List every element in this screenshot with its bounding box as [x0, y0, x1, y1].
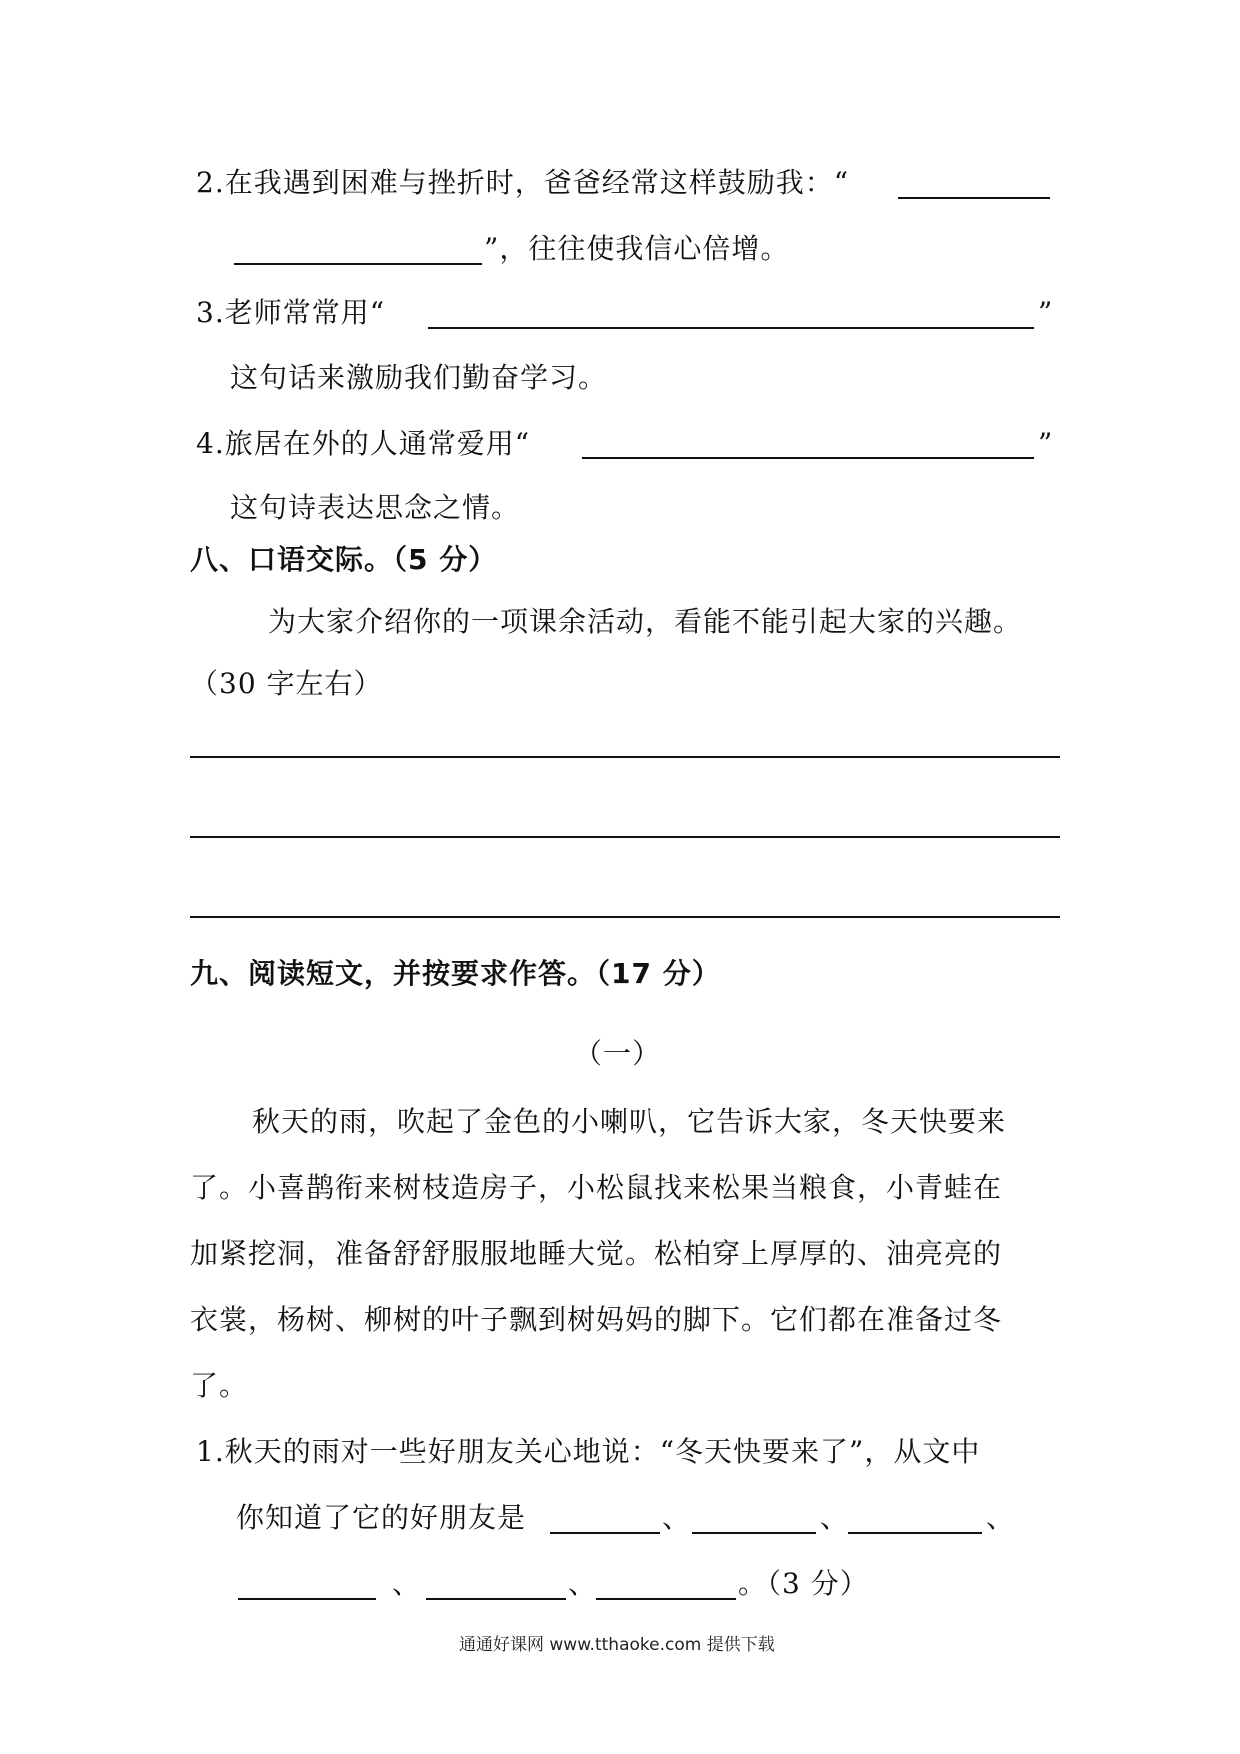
passage-line-5: 了。 — [190, 1369, 249, 1402]
q3-prefix: 老师常常用“ — [224, 296, 386, 329]
sep-2: 、 — [820, 1501, 850, 1534]
passage-line-2: 了。小喜鹊衔来树枝造房子，小松鼠找来松果当粮食，小青蛙在 — [190, 1171, 1003, 1204]
section9-title: 九、阅读短文，并按要求作答。（17 分） — [190, 957, 721, 990]
passage-line-4: 衣裳，杨树、柳树的叶子飘到树妈妈的脚下。它们都在准备过冬 — [190, 1303, 1003, 1336]
q3-number: 3. — [196, 296, 225, 329]
q4-line — [196, 424, 530, 464]
passage-line-1: 秋天的雨，吹起了金色的小喇叭，它告诉大家，冬天快要来 — [252, 1105, 1007, 1138]
sep-5: 、 — [568, 1567, 598, 1600]
q3-answer-blank[interactable] — [428, 327, 1034, 329]
section8-prompt: 为大家介绍你的一项课余活动，看能不能引起大家的兴趣。 — [268, 605, 1023, 638]
q4-answer-blank[interactable] — [582, 457, 1034, 459]
sep-4: 、 — [392, 1567, 422, 1600]
q2-answer-blank-2[interactable] — [234, 263, 482, 265]
q4-number: 4. — [196, 427, 225, 460]
section8-title: 八、口语交际。（5 分） — [190, 543, 498, 576]
s9-q1-line1: 1.秋天的雨对一些好朋友关心地说：“冬天快要来了”，从文中 — [196, 1435, 981, 1468]
part-label: （一） — [574, 1037, 662, 1070]
q3-line — [196, 293, 385, 333]
friend-blank-6[interactable] — [596, 1598, 736, 1600]
friend-blank-5[interactable] — [426, 1598, 566, 1600]
q2-answer-blank-1[interactable] — [898, 197, 1050, 199]
q3-close-quote: ” — [1038, 296, 1054, 329]
friend-blank-3[interactable] — [848, 1532, 982, 1534]
passage-line-3: 加紧挖洞，准备舒舒服服地睡大觉。松柏穿上厚厚的、油亮亮的 — [190, 1237, 1003, 1270]
s9-q1-line2-prefix: 你知道了它的好朋友是 — [236, 1501, 527, 1534]
answer-line-1[interactable] — [190, 756, 1060, 758]
sep-1: 、 — [662, 1501, 692, 1534]
q4-prefix: 旅居在外的人通常爱用“ — [224, 427, 531, 460]
q3-continuation: 这句话来激励我们勤奋学习。 — [230, 361, 608, 394]
footer-text: 通通好课网 www.tthaoke.com 提供下载 — [459, 1635, 775, 1655]
q4-continuation: 这句诗表达思念之情。 — [230, 491, 521, 524]
q2-prefix: 在我遇到困难与挫折时，爸爸经常这样鼓励我：“ — [224, 166, 850, 199]
friend-blank-2[interactable] — [692, 1532, 816, 1534]
answer-line-2[interactable] — [190, 836, 1060, 838]
q2-line — [196, 163, 849, 203]
sep-3: 、 — [986, 1501, 1016, 1534]
friend-blank-4[interactable] — [238, 1598, 376, 1600]
section8-word-limit: （30 字左右） — [190, 667, 383, 700]
q4-close-quote: ” — [1038, 427, 1054, 460]
q2-number: 2. — [196, 166, 225, 199]
q2-suffix: ”，往往使我信心倍增。 — [484, 232, 790, 265]
s9-q1-end: 。（3 分） — [738, 1567, 869, 1600]
friend-blank-1[interactable] — [550, 1532, 660, 1534]
answer-line-3[interactable] — [190, 916, 1060, 918]
